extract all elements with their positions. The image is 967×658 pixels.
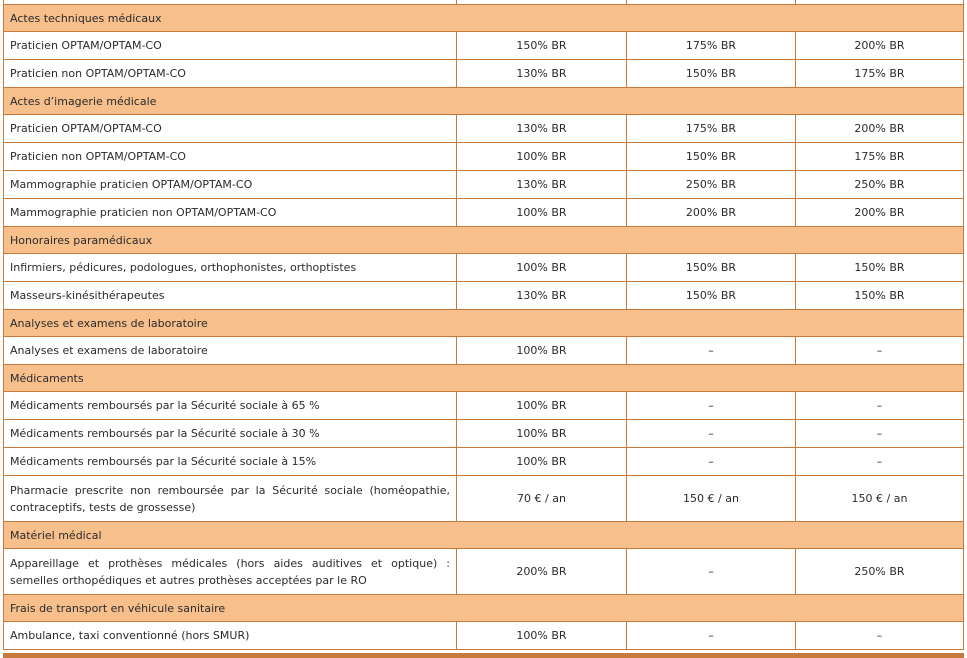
- value-level-1: 70 € / an: [457, 476, 627, 522]
- value-level-1: 100% BR: [457, 392, 627, 420]
- row-label: Médicaments remboursés par la Sécurité sociale à 30 %: [4, 420, 457, 448]
- row-label: Appareillage et prothèses médicales (hors aides auditives et optique) : semelles orthopédiques et autres prothèses acceptées par le RO: [4, 549, 457, 595]
- value-level-2: –: [627, 337, 796, 365]
- value-level-2: 175% BR: [627, 115, 796, 143]
- table-row: [4, 282, 964, 310]
- value-level-1: 100% BR: [457, 143, 627, 171]
- value-level-2: –: [627, 622, 796, 650]
- row-label: Médicaments remboursés par la Sécurité sociale à 15%: [4, 448, 457, 476]
- value-level-1: 100% BR: [457, 337, 627, 365]
- value-level-1: 100% BR: [457, 420, 627, 448]
- section-header: [4, 310, 964, 337]
- value-level-2: –: [627, 448, 796, 476]
- value-level-1: 100% BR: [457, 622, 627, 650]
- section-header: [4, 227, 964, 254]
- value-level-1: 100% BR: [457, 254, 627, 282]
- value-level-3: 200% BR: [796, 115, 964, 143]
- table-row: [4, 337, 964, 365]
- value-level-2: 175% BR: [627, 32, 796, 60]
- table-row: [4, 622, 964, 650]
- table-row: [4, 115, 964, 143]
- row-label: Mammographie praticien OPTAM/OPTAM-CO: [4, 171, 457, 199]
- table-row: [4, 549, 964, 595]
- row-label: Pharmacie prescrite non remboursée par la Sécurité sociale (homéopathie, contraceptifs, tests de grossesse): [4, 476, 457, 522]
- value-level-1: 200% BR: [457, 549, 627, 595]
- value-level-3: 200% BR: [796, 199, 964, 227]
- value-level-3: –: [796, 420, 964, 448]
- row-label: Praticien OPTAM/OPTAM-CO: [4, 32, 457, 60]
- section-title: Médicaments: [4, 365, 964, 392]
- value-level-2: 150% BR: [627, 60, 796, 88]
- value-level-2: 150% BR: [627, 254, 796, 282]
- value-level-1: 130% BR: [457, 282, 627, 310]
- value-level-3: –: [796, 337, 964, 365]
- row-label: Praticien OPTAM/OPTAM-CO: [4, 115, 457, 143]
- table-row: [4, 32, 964, 60]
- value-level-1: 100% BR: [457, 199, 627, 227]
- row-label: Analyses et examens de laboratoire: [4, 337, 457, 365]
- row-label: Ambulance, taxi conventionné (hors SMUR): [4, 622, 457, 650]
- table-row: [4, 143, 964, 171]
- value-level-1: 130% BR: [457, 60, 627, 88]
- value-level-2: –: [627, 549, 796, 595]
- value-level-3: 250% BR: [796, 549, 964, 595]
- value-level-1: 130% BR: [457, 171, 627, 199]
- guarantees-table: [3, 0, 964, 650]
- value-level-2: 200% BR: [627, 199, 796, 227]
- value-level-1: 100% BR: [457, 448, 627, 476]
- section-header: [4, 595, 964, 622]
- section-title: Frais de transport en véhicule sanitaire: [4, 595, 964, 622]
- section-title: Analyses et examens de laboratoire: [4, 310, 964, 337]
- value-level-1: 130% BR: [457, 115, 627, 143]
- value-level-3: 200% BR: [796, 32, 964, 60]
- table-row: [4, 60, 964, 88]
- value-level-3: 150 € / an: [796, 476, 964, 522]
- table-row: [4, 448, 964, 476]
- row-label: Infirmiers, pédicures, podologues, orthophonistes, orthoptistes: [4, 254, 457, 282]
- row-label: Masseurs-kinésithérapeutes: [4, 282, 457, 310]
- table-row: [4, 171, 964, 199]
- section-title: Actes techniques médicaux: [4, 5, 964, 32]
- section-title: Matériel médical: [4, 522, 964, 549]
- row-label: Médicaments remboursés par la Sécurité sociale à 65 %: [4, 392, 457, 420]
- value-level-3: –: [796, 392, 964, 420]
- value-level-2: 250% BR: [627, 171, 796, 199]
- value-level-2: 150% BR: [627, 282, 796, 310]
- section-header: [4, 365, 964, 392]
- section-header: [4, 522, 964, 549]
- table-row: [4, 392, 964, 420]
- row-label: Praticien non OPTAM/OPTAM-CO: [4, 143, 457, 171]
- value-level-2: 150% BR: [627, 143, 796, 171]
- row-label: Praticien non OPTAM/OPTAM-CO: [4, 60, 457, 88]
- section-title: Actes d’imagerie médicale: [4, 88, 964, 115]
- value-level-3: 250% BR: [796, 171, 964, 199]
- value-level-3: 175% BR: [796, 60, 964, 88]
- value-level-3: –: [796, 622, 964, 650]
- section-header: [4, 5, 964, 32]
- table-row: [4, 420, 964, 448]
- section-header: [4, 88, 964, 115]
- value-level-3: –: [796, 448, 964, 476]
- value-level-3: 150% BR: [796, 254, 964, 282]
- row-label: Mammographie praticien non OPTAM/OPTAM-CO: [4, 199, 457, 227]
- value-level-2: –: [627, 392, 796, 420]
- value-level-2: 150 € / an: [627, 476, 796, 522]
- table-row: [4, 476, 964, 522]
- value-level-3: 175% BR: [796, 143, 964, 171]
- section-title: Honoraires paramédicaux: [4, 227, 964, 254]
- table-bottom-border: [3, 653, 964, 658]
- value-level-1: 150% BR: [457, 32, 627, 60]
- table-row: [4, 254, 964, 282]
- value-level-3: 150% BR: [796, 282, 964, 310]
- value-level-2: –: [627, 420, 796, 448]
- table-row: [4, 199, 964, 227]
